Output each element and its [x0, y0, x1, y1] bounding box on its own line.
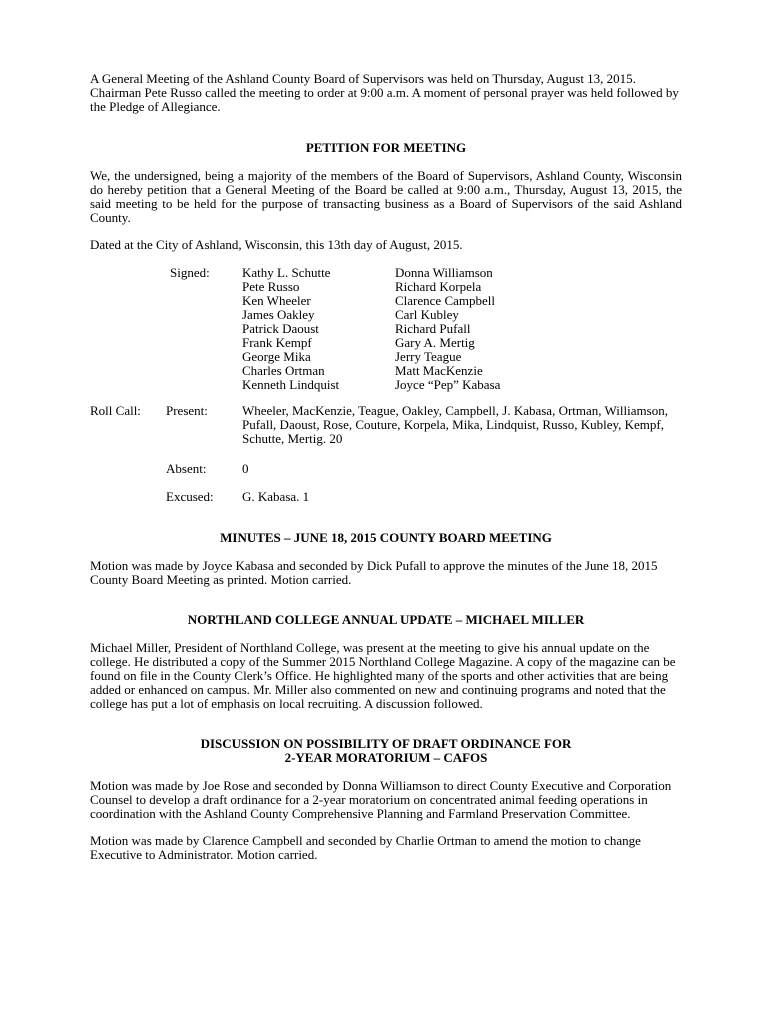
signer-name: Gary A. Mertig	[395, 335, 475, 350]
petition-dated: Dated at the City of Ashland, Wisconsin, this 13th day of August, 2015.	[90, 237, 463, 252]
present-list: Wheeler, MacKenzie, Teague, Oakley, Campbell, J. Kabasa, Ortman, Williamson, Pufall, Daoust, Rose, Couture, Korpela, Mika, Lindquist, Russo, Kubley, Kempf, Schutte, Mertig. 20	[242, 403, 668, 446]
signer-name: Joyce “Pep” Kabasa	[395, 377, 501, 392]
absent-count: 0	[242, 461, 249, 476]
signer-name: Carl Kubley	[395, 307, 459, 322]
roll-call-present	[90, 404, 682, 448]
excused-label: Excused:	[166, 489, 214, 504]
signer-name: Frank Kempf	[242, 335, 312, 350]
northland-heading: NORTHLAND COLLEGE ANNUAL UPDATE – MICHAEL MILLER	[187, 612, 585, 627]
roll-call-excused	[90, 490, 682, 504]
signer-name: Pete Russo	[242, 279, 300, 294]
document-page	[90, 72, 682, 862]
signer-name: Clarence Campbell	[395, 293, 495, 308]
petition-heading: PETITION FOR MEETING	[305, 140, 467, 155]
minutes-body: Motion was made by Joyce Kabasa and seconded by Dick Pufall to approve the minutes of the June 18, 2015 County Board Meeting as printed. Motion carried.	[90, 558, 658, 587]
intro-paragraph: A General Meeting of the Ashland County Board of Supervisors was held on Thursday, August 13, 2015. Chairman Pete Russo called the meeting to order at 9:00 a.m. A moment of personal prayer was held followed by the Pledge of Allegiance.	[90, 71, 679, 114]
signer-name: Patrick Daoust	[242, 321, 319, 336]
cafos-heading-line1: DISCUSSION ON POSSIBILITY OF DRAFT ORDINANCE FOR	[200, 736, 572, 751]
minutes-heading: MINUTES – JUNE 18, 2015 COUNTY BOARD MEETING	[220, 530, 552, 545]
signer-name: Jerry Teague	[395, 349, 462, 364]
excused-list: G. Kabasa. 1	[242, 489, 310, 504]
petition-body: We, the undersigned, being a majority of the members of the Board of Supervisors, Ashland County, Wisconsin do hereby petition that a General Meeting of the Board be called at 9:00 a.m., Thursday, August 13, 2015, the said meeting to be held for the purpose of transacting business as a Board of Supervisors of the said Ashland County.	[90, 168, 682, 225]
signed-label: Signed:	[170, 265, 210, 280]
cafos-heading-line2: 2-YEAR MORATORIUM – CAFOS	[284, 750, 488, 765]
northland-body: Michael Miller, President of Northland College, was present at the meeting to give his annual update on the college. He distributed a copy of the Summer 2015 Northland College Magazine. A copy of the magazine can be found on file in the County Clerk’s Office. He highlighted many of the sports and other activities that are being added or enhanced on campus. Mr. Miller also commented on new and continuing programs and noted that the college has put a lot of emphasis on local recruiting. A discussion followed.	[90, 640, 676, 711]
signers-right-column	[395, 266, 500, 392]
roll-call-label: Roll Call:	[90, 403, 141, 418]
signer-name: Kathy L. Schutte	[242, 265, 331, 280]
signers-left-column	[242, 266, 339, 392]
signatures-block	[90, 266, 682, 391]
signer-name: Charles Ortman	[242, 363, 325, 378]
signer-name: James Oakley	[242, 307, 315, 322]
present-label: Present:	[166, 403, 208, 418]
signer-name: Ken Wheeler	[242, 293, 311, 308]
absent-label: Absent:	[166, 461, 207, 476]
signer-name: George Mika	[242, 349, 311, 364]
signer-name: Matt MacKenzie	[395, 363, 483, 378]
roll-call-absent	[90, 462, 682, 476]
signer-name: Donna Williamson	[395, 265, 493, 280]
signer-name: Richard Pufall	[395, 321, 471, 336]
cafos-motion-2: Motion was made by Clarence Campbell and seconded by Charlie Ortman to amend the motion to change Executive to Administrator. Motion carried.	[90, 833, 641, 862]
signer-name: Richard Korpela	[395, 279, 482, 294]
signer-name: Kenneth Lindquist	[242, 377, 340, 392]
cafos-motion-1: Motion was made by Joe Rose and seconded by Donna Williamson to direct County Executive and Corporation Counsel to develop a draft ordinance for a 2-year moratorium on concentrated animal feeding operations in coordination with the Ashland County Comprehensive Planning and Farmland Preservation Committee.	[90, 778, 672, 821]
cafos-heading	[90, 737, 682, 765]
